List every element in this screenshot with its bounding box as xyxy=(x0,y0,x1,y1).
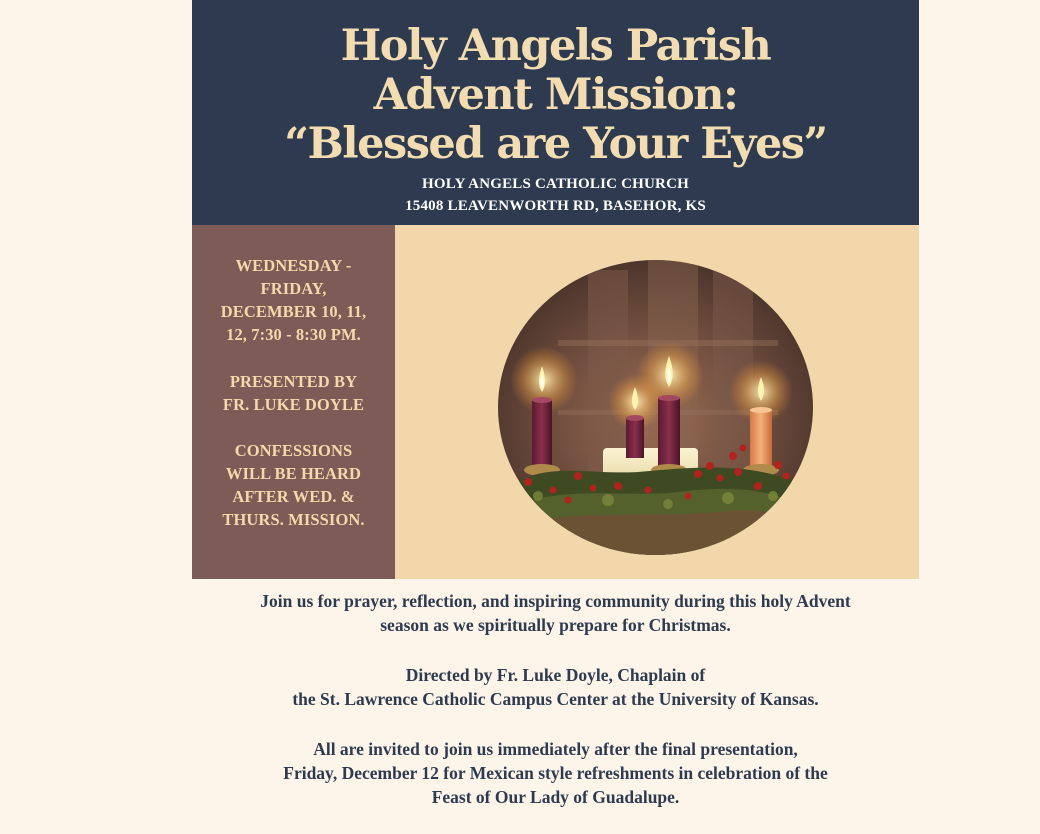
header-banner xyxy=(192,0,919,225)
confession-line-4: THURS. MISSION. xyxy=(222,510,365,529)
schedule-line-4: 12, 7:30 - 8:30 PM. xyxy=(226,325,361,344)
confession-line-2: WILL BE HEARD xyxy=(225,464,362,483)
title-line-2: Advent Mission: xyxy=(373,70,738,120)
advent-wreath-photo xyxy=(498,260,813,555)
invite-line-1: All are invited to join us immediately after the final presentation, xyxy=(313,739,798,759)
photo-panel xyxy=(395,225,919,579)
title-line-3: “Blessed are Your Eyes” xyxy=(284,119,827,169)
church-name: HOLY ANGELS CATHOLIC CHURCH xyxy=(422,176,689,192)
director-line-2: the St. Lawrence Catholic Campus Center at the University of Kansas. xyxy=(292,689,819,709)
intro-line-1: Join us for prayer, reflection, and inspiring community during this holy Advent xyxy=(260,591,851,611)
presenter-line-1: PRESENTED BY xyxy=(229,372,358,391)
schedule-sidebar xyxy=(192,225,395,579)
presenter-line-2: FR. LUKE DOYLE xyxy=(222,395,365,414)
director-line-1: Directed by Fr. Luke Doyle, Chaplain of xyxy=(405,665,706,685)
schedule-line-3: DECEMBER 10, 11, xyxy=(220,302,367,321)
invite-line-3: Feast of Our Lady of Guadalupe. xyxy=(431,787,680,807)
advent-wreath-illustration xyxy=(498,260,813,555)
confession-line-1: CONFESSIONS xyxy=(234,441,353,460)
title-line-1: Holy Angels Parish xyxy=(340,21,771,71)
schedule-line-2: FRIDAY, xyxy=(260,279,327,298)
schedule-line-1: WEDNESDAY - xyxy=(235,256,352,275)
confession-line-3: AFTER WED. & xyxy=(232,487,355,506)
intro-line-2: season as we spiritually prepare for Christmas. xyxy=(380,615,731,635)
invite-line-2: Friday, December 12 for Mexican style refreshments in celebration of the xyxy=(283,763,828,783)
church-address: 15408 LEAVENWORTH RD, BASEHOR, KS xyxy=(405,198,706,214)
